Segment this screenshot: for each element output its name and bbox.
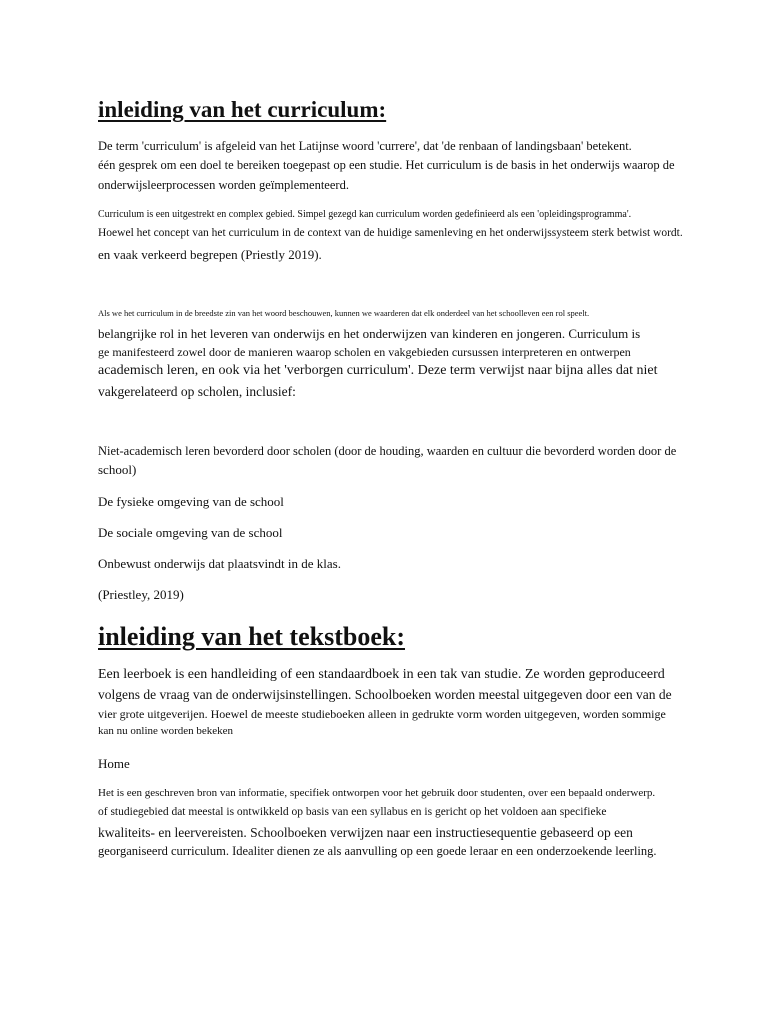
text-line: onderwijsleerprocessen worden geïmplementeerd. — [98, 178, 349, 192]
text-line: kan nu online worden bekeken — [98, 725, 234, 737]
text-line: of studiegebied dat meestal is ontwikkeld op basis van een syllabus en is gericht op het voldoen aan specifieke — [98, 806, 607, 818]
text-line: Een leerboek is een handleiding of een standaardboek in een tak van studie. Ze worden geproduceerd — [98, 667, 665, 682]
text-line: georganiseerd curriculum. Idealiter dienen ze als aanvulling op een goede leraar en een onderzoekende leerling. — [98, 844, 657, 858]
section-heading-textbook: inleiding van het tekstboek: — [98, 622, 405, 651]
text-line: Het is een geschreven bron van informatie, specifiek ontworpen voor het gebruik door studenten, over een bepaald onderwerp. — [98, 787, 656, 799]
text-line: Curriculum is een uitgestrekt en complex gebied. Simpel gezegd kan curriculum worden gedefinieerd als een 'opleidingsprogramma'. — [98, 209, 632, 220]
text-line: één gesprek om een doel te bereiken toegepast op een studie. Het curriculum is de basis in het onderwijs waarop de — [98, 158, 675, 172]
list-item: Niet-academisch leren bevorderd door scholen (door de houding, waarden en cultuur die bevorderd worden door de — [98, 444, 677, 458]
list-item: Onbewust onderwijs dat plaatsvindt in de klas. — [98, 556, 341, 571]
text-line: vier grote uitgeverijen. Hoewel de meeste studieboeken alleen in gedrukte vorm worden uitgegeven, worden sommige — [98, 707, 666, 721]
list-item: school) — [98, 462, 137, 477]
home-label: Home — [98, 756, 130, 771]
list-item: De fysieke omgeving van de school — [98, 494, 284, 509]
text-line: belangrijke rol in het leveren van onderwijs en het onderwijzen van kinderen en jongeren. Curriculum is — [98, 326, 641, 341]
text-line: academisch leren, en ook via het 'verborgen curriculum'. Deze term verwijst naar bijna alles dat niet — [98, 363, 658, 378]
section-heading-curriculum: inleiding van het curriculum: — [98, 97, 387, 122]
text-line: kwaliteits- en leervereisten. Schoolboeken verwijzen naar een instructiesequentie gebaseerd op een — [98, 825, 633, 840]
list-item: De sociale omgeving van de school — [98, 525, 283, 540]
citation: (Priestley, 2019) — [98, 587, 184, 602]
text-line: ge manifesteerd zowel door de manieren waarop scholen en vakgebieden cursussen interpreteren en ontwerpen — [98, 345, 631, 359]
text-line: Hoewel het concept van het curriculum in de context van de huidige samenleving en het onderwijssysteem sterk betwist wordt. — [98, 227, 683, 239]
text-line: volgens de vraag van de onderwijsinstellingen. Schoolboeken worden meestal uitgegeven door een van de — [98, 687, 672, 702]
text-line: en vaak verkeerd begrepen (Priestly 2019). — [98, 247, 322, 262]
text-line: Als we het curriculum in de breedste zin van het woord beschouwen, kunnen we waarderen dat elk onderdeel van het schoolleven een rol speelt. — [98, 308, 590, 318]
text-line: vakgerelateerd op scholen, inclusief: — [98, 384, 296, 399]
text-line: De term 'curriculum' is afgeleid van het Latijnse woord 'currere', dat 'de renbaan of landingsbaan' betekent. — [98, 139, 632, 153]
